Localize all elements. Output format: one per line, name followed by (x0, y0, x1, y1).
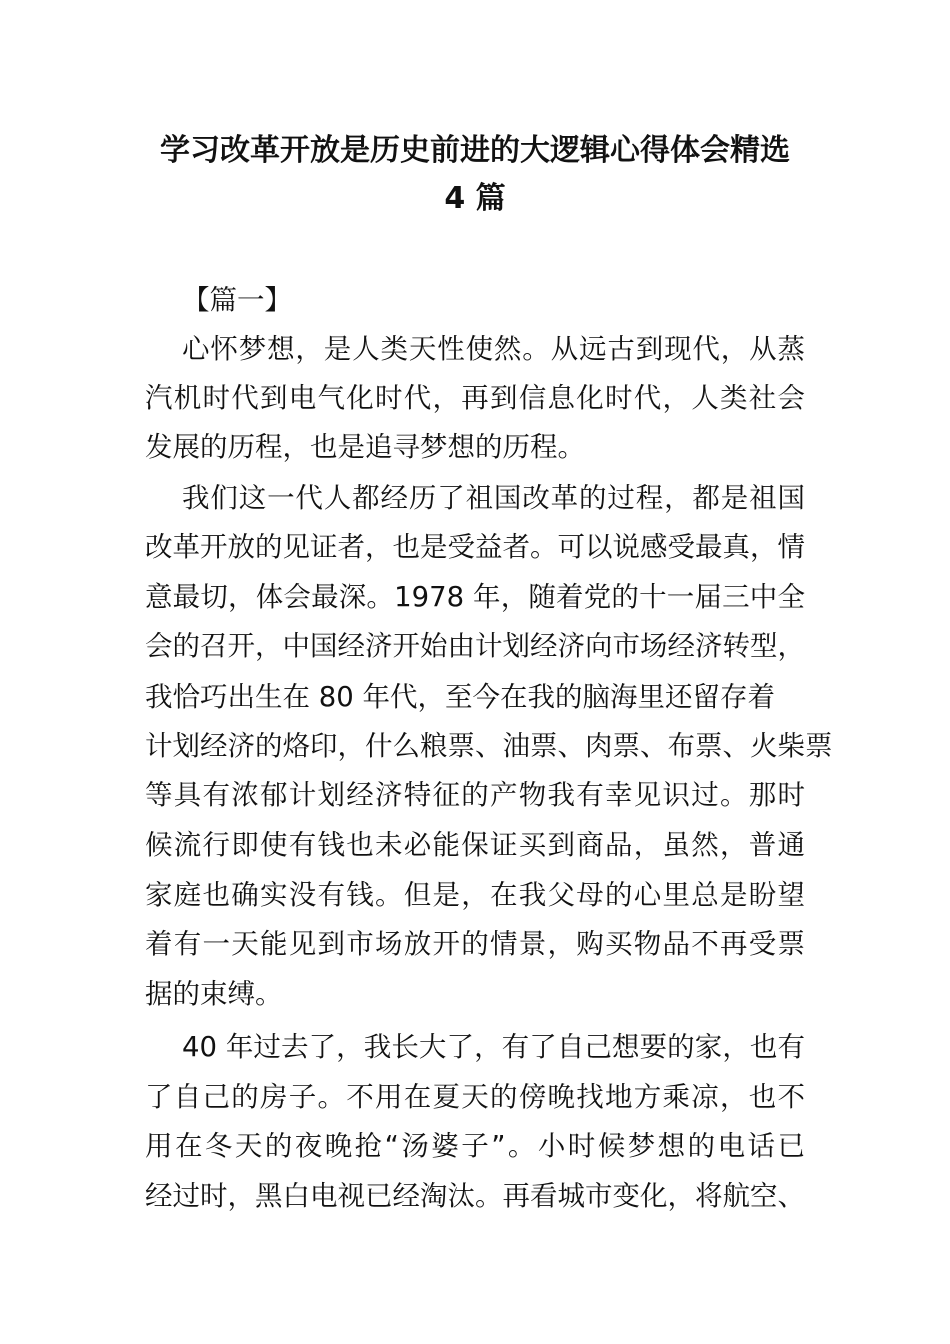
paragraph-line: 我恰巧出生在 80 年代，至今在我的脑海里还留存着 (145, 681, 775, 713)
paragraph-line: 据的束缚。 (145, 978, 283, 1010)
document-title-line-2: 4 篇 (444, 181, 506, 216)
paragraph-line: 等具有浓郁计划经济特征的产物我有幸见识过。那时 (145, 779, 805, 811)
document-title-line-1: 学习改革开放是历史前进的大逻辑心得体会精选 (160, 133, 790, 168)
paragraph-line: 了自己的房子。不用在夏天的傍晚找地方乘凉，也不 (145, 1081, 805, 1113)
paragraph-line: 意最切，体会最深。1978 年，随着党的十一届三中全 (145, 581, 805, 613)
paragraph-line: 会的召开，中国经济开始由计划经济向市场经济转型， (145, 630, 805, 662)
paragraph-line: 家庭也确实没有钱。但是，在我父母的心里总是盼望 (145, 879, 805, 911)
paragraph-line: 汽机时代到电气化时代，再到信息化时代，人类社会 (145, 382, 805, 414)
paragraph-line: 经过时，黑白电视已经淘汰。再看城市变化，将航空、 (145, 1180, 805, 1212)
paragraph-line: 候流行即使有钱也未必能保证买到商品，虽然，普通 (145, 829, 805, 861)
paragraph-line: 心怀梦想，是人类天性使然。从远古到现代，从蒸 (182, 333, 805, 365)
paragraph-line: 着有一天能见到市场放开的情景，购买物品不再受票 (145, 928, 805, 960)
paragraph-line: 我们这一代人都经历了祖国改革的过程，都是祖国 (182, 482, 805, 514)
paragraph-line: 用在冬天的夜晚抢“汤婆子”。小时候梦想的电话已 (145, 1130, 805, 1162)
paragraph-line: 发展的历程，也是追寻梦想的历程。 (145, 431, 585, 463)
section-label: 【篇一】 (182, 284, 292, 316)
paragraph-line: 40 年过去了，我长大了，有了自己想要的家，也有 (182, 1031, 805, 1063)
paragraph-line: 改革开放的见证者，也是受益者。可以说感受最真，情 (145, 531, 805, 563)
paragraph-line: 计划经济的烙印，什么粮票、油票、肉票、布票、火柴票 (145, 730, 833, 762)
